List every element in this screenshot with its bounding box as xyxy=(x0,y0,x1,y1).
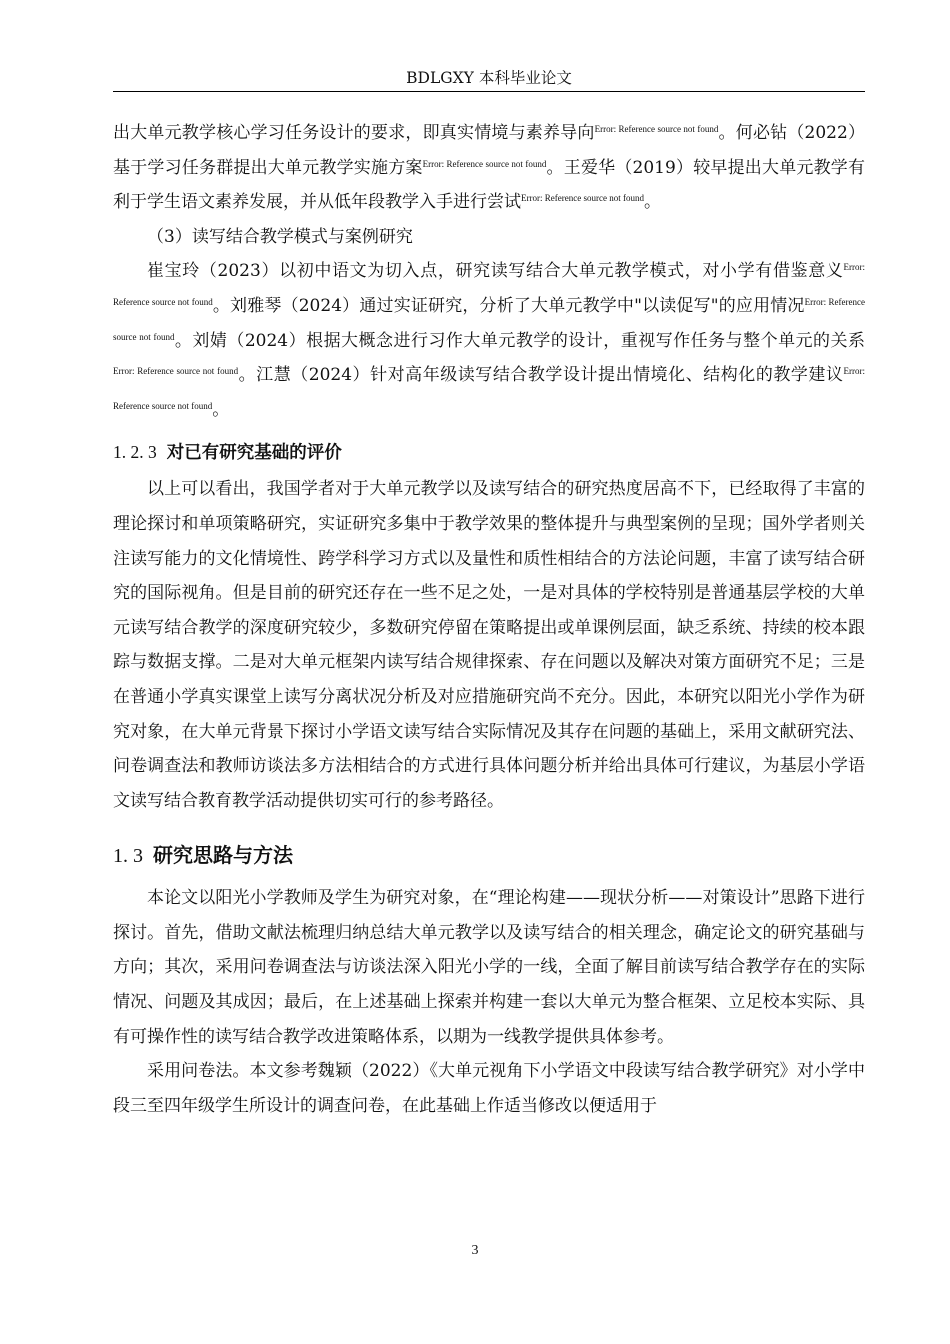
paragraph-case-studies xyxy=(113,254,865,427)
reference-error: Error: Reference source not found xyxy=(113,296,865,342)
page-header: BDLGXY 本科毕业论文 xyxy=(406,69,572,87)
section-heading-1-3 xyxy=(113,838,865,873)
reference-error: Error: Reference source not found xyxy=(521,193,644,204)
reference-error: Error: Reference source not found xyxy=(113,262,865,307)
subheading-3: （3）读写结合教学模式与案例研究 xyxy=(147,226,413,247)
text-run: 崔宝玲（2023）以初中语文为切入点，研究读写结合大单元教学模式，对小学有借鉴意义 xyxy=(147,261,844,282)
reference-error: Error: Reference source not found xyxy=(422,158,547,169)
text-run: 。王爱华（2019）较早提出大单元教学有利于学生语文素养发展，并从低年段教学入手进行尝试 xyxy=(113,157,865,213)
text-run: 。刘雅琴（2024）通过实证研究，分析了大单元教学中"以读促写"的应用情况 xyxy=(212,295,805,316)
text-run: 。何必钻（2022）基于学习任务群提出大单元教学实施方案 xyxy=(113,123,866,178)
paragraph-citations xyxy=(113,116,865,220)
paragraph-evaluation: 以上可以看出，我国学者对于大单元教学以及读写结合的研究热度居高不下，已经取得了丰富的理论探讨和单项策略研究，实证研究多集中于教学效果的整体提升与典型案例的呈现；国外学者则关注读写能力的文化情境性、跨学科学习方式以及量性和质性相结合的方法论问题，丰富了读写结合研究的国际视角。但是目前的研究还存在一些不足之处，一是对具体的学校特别是普通基层学校的大单元读写结合教学的深度研究较少，多数研究停留在策略提出或单课例层面，缺乏系统、持续的校本跟踪与数据支撑。二是对大单元框架内读写结合规律探索、存在问题以及解决对策方面研究不足；三是在普通小学真实课堂上读写分离状况分析及对应措施研究尚不充分。因此，本研究以阳光小学作为研究对象，在大单元背景下探讨小学语文读写结合实际情况及其存在问题的基础上，采用文献研究法、问卷调查法和教师访谈法多方法相结合的方式进行具体问题分析并给出具体可行建议，为基层小学语文读写结合教育教学活动提供切实可行的参考路径。 xyxy=(113,479,865,811)
reference-error: Error: Reference source not found xyxy=(113,366,239,377)
section-title: 研究思路与方法 xyxy=(153,843,293,868)
section-title: 对已有研究基础的评价 xyxy=(166,443,342,464)
paragraph-questionnaire-method: 采用问卷法。本文参考魏颖（2022）《大单元视角下小学语文中段读写结合教学研究》对小学中段三至四年级学生所设计的调查问卷，在此基础上作适当修改以便适用于 xyxy=(113,1061,865,1116)
page-number: 3 xyxy=(471,1243,479,1258)
reference-error: Error: Reference source not found xyxy=(113,366,866,411)
reference-error: Error: Reference source not found xyxy=(594,124,719,134)
paragraph-research-approach: 本论文以阳光小学教师及学生为研究对象，在“理论构建——现状分析——对策设计”思路下进行探讨。首先，借助文献法梳理归纳总结大单元教学以及读写结合的相关理念，确定论文的研究基础与方向；其次，采用问卷调查法与访谈法深入阳光小学的一线，全面了解目前读写结合教学存在的实际情况、问题及其成因；最后，在上述基础上探索并构建一套以大单元为整合框架、立足校本实际、具有可操作性的读写结合教学改进策略体系，以期为一线教学提供具体参考。 xyxy=(113,888,865,1047)
text-run: 。江慧（2024）针对高年级读写结合教学设计提出情境化、结构化的教学建议 xyxy=(238,365,844,386)
section-number: 1. 2. 3 xyxy=(113,442,157,463)
document-body xyxy=(113,116,865,1123)
text-run: 。 xyxy=(212,399,230,420)
text-run: 。 xyxy=(643,192,661,213)
section-number: 1. 3 xyxy=(113,845,143,868)
text-run: 。刘婧（2024）根据大概念进行习作大单元教学的设计，重视写作任务与整个单元的关系 xyxy=(174,330,865,351)
text-run: 出大单元教学核心学习任务设计的要求，即真实情境与素养导向 xyxy=(113,123,595,143)
section-heading-1-2-3 xyxy=(113,437,865,468)
header-rule xyxy=(113,91,865,92)
